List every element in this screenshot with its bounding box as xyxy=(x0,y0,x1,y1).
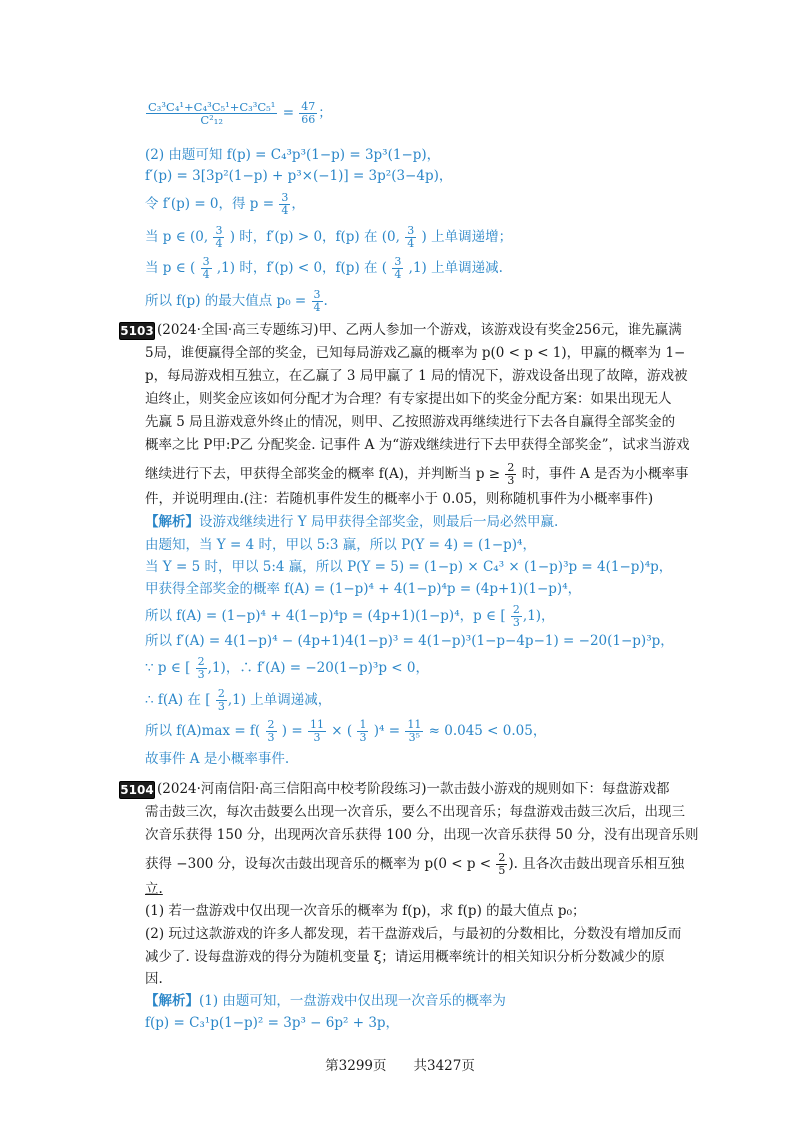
problem-text-line: 概率之比 P甲:P乙 分配奖金. 记事件 A 为“游戏继续进行下去甲获得全部奖金”，试求当游戏 xyxy=(145,437,690,453)
fraction: $\frac{2}{5}$ xyxy=(498,851,506,877)
problem-text-line: (2024·河南信阳·高三信阳高中校考阶段练习)一款击鼓小游戏的规则如下：每盘游戏都 xyxy=(157,781,670,797)
solution-line-1: f(p) = C₃¹p(1−p)² = 3p³ − 6p² + 3p， xyxy=(145,1015,400,1031)
solution-line-0: 【解析】(1) 由题可知，一盘游戏中仅出现一次音乐的概率为 xyxy=(145,993,506,1009)
question-2-cont: 减少了. 设每盘游戏的得分为随机变量 ξ；请运用概率统计的相关知识分析分数减少的原 xyxy=(145,949,665,965)
question-2: (2) 玩过这款游戏的许多人都发现，若干盘游戏后，与最初的分数相比，分数没有增加反而 xyxy=(145,926,682,942)
solution-line-0: 【解析】设游戏继续进行 Y 局甲获得全部奖金，则最后一局必然甲赢. xyxy=(145,514,559,530)
solution-line-8: 所以 f(A)max = f( $\frac{2}{3}$ ) = $\frac{11}{3}$ × ( $\frac{1}{3}$ )⁴ = $\frac{11}{\text{3⁵}}$ ≈ 0.045 < 0.05， xyxy=(145,718,547,744)
fraction: $\frac{3}{4}$ xyxy=(394,255,402,281)
problem-text-line: 迫终止，则奖金应该如何分配才为合理？有专家提出如下的奖金分配方案：如果出现无人 xyxy=(145,391,672,407)
fraction: $\frac{1}{3}$ xyxy=(359,718,367,744)
fraction: $\frac{3}{4}$ xyxy=(407,224,415,250)
problem-text-line: 继续进行下去，甲获得全部奖金的概率 f(A)，并判断当 p ≥ $\frac{2}{3}$ 时，事件 A 是否为小概率事 xyxy=(145,461,689,487)
fraction: $\frac{3}{4}$ xyxy=(281,191,289,217)
fraction: $\frac{2}{3}$ xyxy=(507,461,515,487)
prev-solution-line-1: (2) 由题可知 f(p) = C₄³p³(1−p) = 3p³(1−p)， xyxy=(145,147,441,163)
fraction: $\frac{11}{\text{3⁵}}$ xyxy=(407,718,422,744)
question-1: (1) 若一盘游戏中仅出现一次音乐的概率为 f(p)，求 f(p) 的最大值点 p₀； xyxy=(145,903,586,919)
prev-solution-line-4: 当 p ∈ (0, $\frac{3}{4}$ ) 时，f′(p) > 0，f(p) 在 (0, $\frac{3}{4}$ ) 上单调递增； xyxy=(145,224,513,250)
solution-line-5: 所以 f′(A) = 4(1−p)⁴ − (4p+1)4(1−p)³ = 4(1−p)³(1−p−4p−1) = −20(1−p)³p， xyxy=(145,633,674,649)
solution-tag: 【解析】 xyxy=(145,993,199,1009)
problem-text-line: 获得 −300 分，设每次击鼓出现音乐的概率为 p(0 < p < $\frac{2}{5}$ ). 且各次击鼓出现音乐相互独 xyxy=(145,851,685,877)
page-footer: 第3299页 共3427页 xyxy=(325,1058,475,1074)
prev-solution-line-2: f′(p) = 3[3p²(1−p) + p³×(−1)] = 3p²(3−4p)， xyxy=(145,168,453,184)
solution-tag: 【解析】 xyxy=(145,514,199,530)
fraction: $\frac{2}{3}$ xyxy=(267,718,275,744)
problem-text-line: 立. xyxy=(145,881,163,897)
solution-line-6: ∵ p ∈ [ $\frac{2}{3}$ ,1)，∴ f′(A) = −20(1−p)³p < 0， xyxy=(145,655,429,681)
solution-line-2: 当 Y = 5 时，甲以 5:4 赢，所以 P(Y = 5) = (1−p) × C₄³ × (1−p)³p = 4(1−p)⁴p， xyxy=(145,559,673,575)
problem-number-badge: 5103 xyxy=(120,324,154,338)
fraction: $\frac{\text{C₃³C₄¹+C₄³C₅¹+C₃³C₅¹}}{\text{C²₁₂}}$ xyxy=(148,100,276,127)
fraction: $\frac{3}{4}$ xyxy=(215,224,223,250)
question-2-cont: 因. xyxy=(145,971,163,987)
fraction: $\frac{2}{3}$ xyxy=(512,603,520,629)
solution-line-4: 所以 f(A) = (1−p)⁴ + 4(1−p)⁴p = (4p+1)(1−p)⁴，p ∈ [ $\frac{2}{3}$ ,1)， xyxy=(145,603,555,629)
problem-text-line: 先赢 5 局且游戏意外终止的情况，则甲、乙按照游戏再继续进行下去各自赢得全部奖金的 xyxy=(145,414,676,430)
fraction: $\frac{3}{4}$ xyxy=(313,288,321,314)
problem-text-line: 需击鼓三次，每次击鼓要么出现一次音乐，要么不出现音乐；每盘游戏击鼓三次后，出现三 xyxy=(145,804,685,820)
problem-text-line: (2024·全国·高三专题练习)甲、乙两人参加一个游戏，该游戏设有奖金256元，谁先赢满 xyxy=(157,322,682,338)
fraction: $\frac{3}{4}$ xyxy=(202,255,210,281)
prev-solution-line-5: 当 p ∈ ( $\frac{3}{4}$ ,1) 时，f′(p) < 0，f(p) 在 ( $\frac{3}{4}$ ,1) 上单调递减. xyxy=(145,255,503,281)
prev-solution-line-3: 令 f′(p) = 0，得 p = $\frac{3}{4}$ ， xyxy=(145,191,305,217)
prev-solution-line-6: 所以 f(p) 的最大值点 p₀ = $\frac{3}{4}$ . xyxy=(145,288,328,314)
fraction: $\frac{2}{3}$ xyxy=(197,655,205,681)
fraction: $\frac{2}{3}$ xyxy=(217,687,225,713)
solution-line-9: 故事件 A 是小概率事件. xyxy=(145,751,290,767)
problem-text-line: 件，并说明理由.(注：若随机事件发生的概率小于 0.05，则称随机事件为小概率事件) xyxy=(145,491,654,507)
problem-number-badge: 5104 xyxy=(120,783,154,797)
problem-text-line: 次音乐获得 150 分，出现两次音乐获得 100 分，出现一次音乐获得 50 分，没有出现音乐则 xyxy=(145,827,699,843)
solution-line-7: ∴ f(A) 在 [ $\frac{2}{3}$ ,1) 上单调递减， xyxy=(145,687,332,713)
solution-line-1: 由题知，当 Y = 4 时，甲以 5:3 赢，所以 P(Y = 4) = (1−p)⁴， xyxy=(145,537,536,553)
prev-solution-line-0: $\frac{\text{C₃³C₄¹+C₄³C₅¹+C₃³C₅¹}}{\text{C²₁₂}}$ = $\frac{47}{66}$ ； xyxy=(148,100,332,127)
fraction: $\frac{47}{66}$ xyxy=(301,100,316,126)
fraction: $\frac{11}{3}$ xyxy=(309,718,324,744)
solution-line-3: 甲获得全部奖金的概率 f(A) = (1−p)⁴ + 4(1−p)⁴p = (4p+1)(1−p)⁴， xyxy=(145,581,582,597)
problem-text-line: 5局，谁便赢得全部的奖金，已知每局游戏乙赢的概率为 p(0 < p < 1)，甲赢的概率为 1− xyxy=(145,345,686,361)
problem-text-line: p，每局游戏相互独立，在乙赢了 3 局甲赢了 1 局的情况下，游戏设备出现了故障，游戏被 xyxy=(145,368,688,384)
